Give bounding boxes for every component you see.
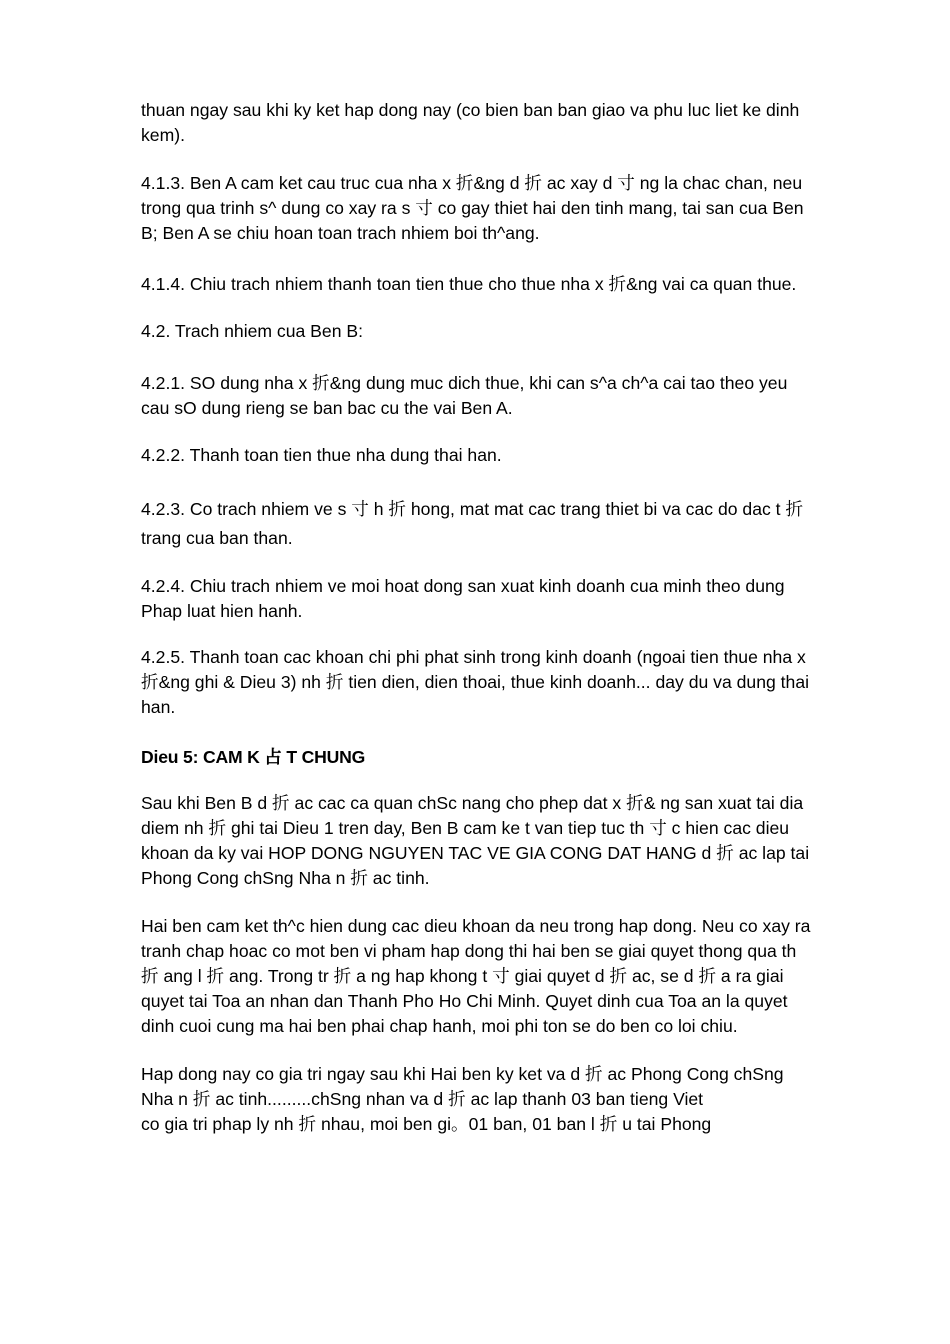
clause-4-2-5: 4.2.5. Thanh toan cac khoan chi phi phat sinh trong kinh doanh (ngoai tien thue nha x 折&ng ghi & Dieu 3) nh 折 tien dien, dien thoai, thue kinh doanh... day du va dung thai han. [141, 647, 810, 717]
section-4-2-heading: 4.2. Trach nhiem cua Ben B: [141, 321, 364, 341]
clause-4-2-2: 4.2.2. Thanh toan tien thue nha dung thai han. [141, 445, 502, 465]
document-page [141, 98, 811, 1137]
article-5-heading: Dieu 5: CAM K 占 T CHUNG [141, 747, 366, 767]
clause-4-1-4: 4.1.4. Chiu trach nhiem thanh toan tien thue cho thue nha x 折&ng vai ca quan thue. [141, 274, 797, 294]
clause-4-1-3: 4.1.3. Ben A cam ket cau truc cua nha x 折&ng d 折 ac xay d 寸 ng la chac chan, neu trong qua trinh s^ dung co xay ra s 寸 co gay thiet hai den tinh mang, tai san cua Ben B; Ben A se chiu hoan toan trach nhiem boi th^ang. [141, 173, 804, 243]
article-5-paragraph-4: co gia tri phap ly nh 折 nhau, moi ben gi。01 ban, 01 ban l 折 u tai Phong [141, 1114, 712, 1134]
article-5-paragraph-2: Hai ben cam ket th^c hien dung cac dieu khoan da neu trong hap dong. Neu co xay ra tranh chap hoac co mot ben vi pham hap dong thi hai ben se giai quyet thong qua th 折 ang l 折 ang. Trong tr 折 a ng hap khong t 寸 giai quyet d 折 ac, se d 折 a ra giai quyet tai Toa an nhan dan Thanh Pho Ho Chi Minh. Quyet dinh cua Toa an la quyet dinh cuoi cung ma hai ben phai chap hanh, moi phi ton se do ben co loi chiu. [141, 916, 811, 1036]
clause-4-2-4: 4.2.4. Chiu trach nhiem ve moi hoat dong san xuat kinh doanh cua minh theo dung Phap luat hien hanh. [141, 576, 785, 621]
article-5-paragraph-1: Sau khi Ben B d 折 ac cac ca quan chSc nang cho phep dat x 折& ng san xuat tai dia diem nh 折 ghi tai Dieu 1 tren day, Ben B cam ke t van tiep tuc th 寸 c hien cac dieu khoan da ky vai HOP DONG NGUYEN TAC VE GIA CONG DAT HANG d 折 ac lap tai Phong Cong chSng Nha n 折 ac tinh. [141, 793, 810, 888]
paragraph-continuation: thuan ngay sau khi ky ket hap dong nay (co bien ban ban giao va phu luc liet ke dinh kem). [141, 100, 800, 145]
clause-4-2-3: 4.2.3. Co trach nhiem ve s 寸 h 折 hong, mat mat cac trang thiet bi va cac do dac t 折 trang cua ban than. [141, 499, 804, 548]
clause-4-2-1: 4.2.1. SO dung nha x 折&ng dung muc dich thue, khi can s^a ch^a cai tao theo yeu cau sO dung rieng se ban bac cu the vai Ben A. [141, 373, 788, 418]
article-5-paragraph-3: Hap dong nay co gia tri ngay sau khi Hai ben ky ket va d 折 ac Phong Cong chSng Nha n 折 ac tinh.........chSng nhan va d 折 ac lap thanh 03 ban tieng Viet [141, 1064, 784, 1109]
